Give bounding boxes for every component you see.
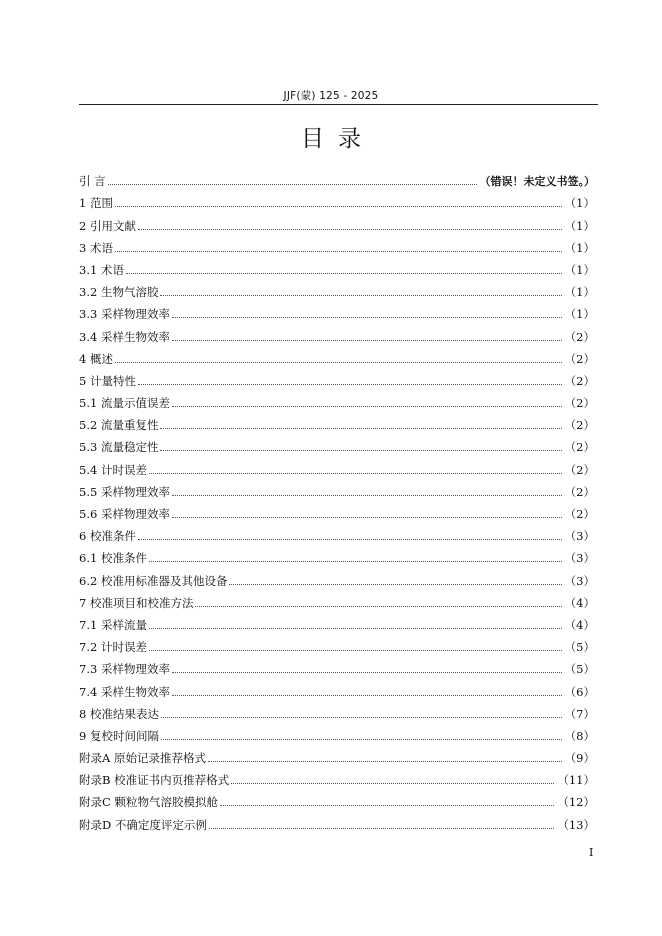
toc-entry-label: 5.1 流量示值误差: [79, 396, 170, 411]
toc-entry[interactable]: [79, 234, 595, 256]
toc-entry-label: 8 校准结果表达: [79, 706, 159, 721]
toc-entry-label: 6 校准条件: [79, 529, 136, 544]
toc-entry-label: 5.2 流量重复性: [79, 418, 159, 433]
toc-entry-label: 5.5 采样物理效率: [79, 484, 170, 499]
toc-entry-label: 7.3 采样物理效率: [79, 662, 170, 677]
toc-entry-label: 附录D 不确定度评定示例: [79, 817, 207, 832]
document-code-header: JJF(蒙) 125 - 2025: [283, 90, 379, 102]
toc-dot-leader: [108, 184, 477, 185]
toc-dot-leader: [209, 828, 554, 829]
toc-entry-page: （3）: [564, 529, 595, 544]
header-rule: [79, 104, 598, 105]
toc-entry-page: （2）: [564, 418, 595, 433]
toc-entry[interactable]: [79, 655, 595, 677]
toc-entry-label: 3.4 采样生物效率: [79, 329, 170, 344]
toc-entry-page: （1）: [564, 196, 595, 211]
toc-dot-leader: [161, 739, 562, 740]
toc-entry[interactable]: [79, 300, 595, 322]
toc-entry-page: （4）: [564, 595, 595, 610]
toc-dot-leader: [126, 273, 562, 274]
toc-entry[interactable]: [79, 788, 595, 810]
toc-entry-label: 3 术语: [79, 240, 113, 255]
toc-entry[interactable]: [79, 566, 595, 588]
toc-entry[interactable]: [79, 722, 595, 744]
toc-entry-label: 2 引用文献: [79, 218, 136, 233]
toc-entry-page: （7）: [564, 706, 595, 721]
toc-entry-page: （2）: [564, 329, 595, 344]
toc-entry-label: 3.3 采样物理效率: [79, 307, 170, 322]
toc-dot-leader: [172, 340, 562, 341]
toc-entry[interactable]: [79, 700, 595, 722]
toc-entry-page: （4）: [564, 617, 595, 632]
toc-entry-page: （5）: [564, 662, 595, 677]
toc-entry-label: 7.2 计时误差: [79, 640, 147, 655]
toc-entry-page: （3）: [564, 551, 595, 566]
toc-entry-page: （11）: [557, 773, 595, 788]
toc-entry-label: 3.1 术语: [79, 262, 124, 277]
page-number: I: [589, 846, 594, 859]
toc-entry[interactable]: [79, 810, 595, 832]
toc-entry[interactable]: [79, 611, 595, 633]
toc-entry-page: （2）: [564, 484, 595, 499]
toc-entry-page: （1）: [564, 307, 595, 322]
toc-dot-leader: [161, 717, 562, 718]
toc-entry-label: 1 范围: [79, 196, 113, 211]
toc-entry-label: 7 校准项目和校准方法: [79, 595, 194, 610]
toc-dot-leader: [149, 561, 562, 562]
toc-entry-page: （9）: [564, 751, 595, 766]
toc-entry[interactable]: [79, 167, 595, 189]
toc-entry-page: （8）: [564, 728, 595, 743]
toc-entry-label: 引 言: [79, 174, 106, 189]
toc-entry[interactable]: [79, 544, 595, 566]
toc-entry-label: 5.6 采样物理效率: [79, 507, 170, 521]
toc-entry[interactable]: [79, 766, 595, 788]
toc-entry-label: 5.4 计时误差: [79, 462, 147, 477]
toc-entry-label: 7.4 采样生物效率: [79, 684, 170, 699]
toc-entry-label: 附录A 原始记录推荐格式: [79, 751, 206, 766]
toc-entry[interactable]: [79, 478, 595, 500]
toc-entry-label: 附录C 颗粒物气溶胶模拟舱: [79, 795, 218, 810]
toc-entry-label: 5.3 流量稳定性: [79, 440, 159, 455]
toc-dot-leader: [160, 428, 561, 429]
toc-entry[interactable]: [79, 744, 595, 766]
toc-entry-label: 5 计量特性: [79, 373, 136, 388]
toc-dot-leader: [172, 495, 562, 496]
toc-dot-leader: [195, 606, 561, 607]
table-of-contents: [79, 167, 595, 833]
toc-entry[interactable]: [79, 589, 595, 611]
toc-dot-leader: [172, 317, 562, 318]
toc-entry-label: 3.2 生物气溶胶: [79, 285, 159, 300]
toc-entry[interactable]: [79, 500, 595, 522]
toc-dot-leader: [138, 539, 562, 540]
toc-entry-page: （5）: [564, 640, 595, 655]
toc-dot-leader: [115, 362, 562, 363]
toc-entry-page: （2）: [564, 507, 595, 521]
toc-entry-page: （2）: [564, 396, 595, 411]
toc-dot-leader: [149, 473, 562, 474]
toc-entry-page: （错误！未定义书签。）: [479, 175, 595, 189]
toc-entry[interactable]: [79, 633, 595, 655]
toc-entry-page: （2）: [564, 351, 595, 366]
toc-entry[interactable]: [79, 522, 595, 544]
toc-entry-label: 4 概述: [79, 351, 113, 366]
toc-dot-leader: [172, 672, 562, 673]
toc-entry-label: 附录B 校准证书内页推荐格式: [79, 773, 230, 788]
toc-dot-leader: [115, 206, 562, 207]
toc-dot-leader: [138, 229, 562, 230]
toc-dot-leader: [208, 761, 562, 762]
toc-entry-page: （3）: [564, 573, 595, 588]
toc-entry-label: 9 复校时间间隔: [79, 728, 159, 743]
toc-dot-leader: [172, 695, 562, 696]
toc-entry-page: （12）: [557, 795, 595, 810]
toc-entry-page: （1）: [564, 262, 595, 277]
toc-entry[interactable]: [79, 677, 595, 699]
toc-entry-page: （1）: [564, 240, 595, 255]
toc-entry[interactable]: [79, 189, 595, 211]
toc-entry-page: （6）: [564, 684, 595, 699]
toc-entry[interactable]: [79, 345, 595, 367]
toc-entry-page: （1）: [564, 285, 595, 300]
toc-entry-label: 7.1 采样流量: [79, 617, 147, 632]
toc-dot-leader: [115, 251, 562, 252]
toc-entry[interactable]: [79, 389, 595, 411]
toc-entry[interactable]: [79, 211, 595, 233]
toc-dot-leader: [220, 805, 554, 806]
toc-dot-leader: [172, 517, 562, 518]
toc-entry[interactable]: [79, 455, 595, 477]
toc-dot-leader: [149, 628, 562, 629]
toc-entry-label: 6.1 校准条件: [79, 551, 147, 566]
toc-dot-leader: [138, 384, 562, 385]
toc-dot-leader: [172, 406, 562, 407]
toc-dot-leader: [229, 584, 561, 585]
toc-entry[interactable]: [79, 256, 595, 278]
toc-entry[interactable]: [79, 278, 595, 300]
page-title: 目录: [301, 126, 375, 152]
toc-dot-leader: [231, 783, 554, 784]
toc-dot-leader: [160, 295, 561, 296]
toc-dot-leader: [149, 650, 562, 651]
toc-dot-leader: [160, 450, 561, 451]
toc-entry-page: （1）: [564, 218, 595, 233]
toc-entry[interactable]: [79, 322, 595, 344]
toc-entry-page: （2）: [564, 462, 595, 477]
toc-entry-page: （2）: [564, 440, 595, 455]
toc-entry-page: （2）: [564, 373, 595, 388]
toc-entry[interactable]: [79, 367, 595, 389]
toc-entry-label: 6.2 校准用标准器及其他设备: [79, 573, 228, 588]
toc-entry-page: （13）: [557, 817, 595, 832]
toc-entry[interactable]: [79, 411, 595, 433]
toc-entry[interactable]: [79, 433, 595, 455]
